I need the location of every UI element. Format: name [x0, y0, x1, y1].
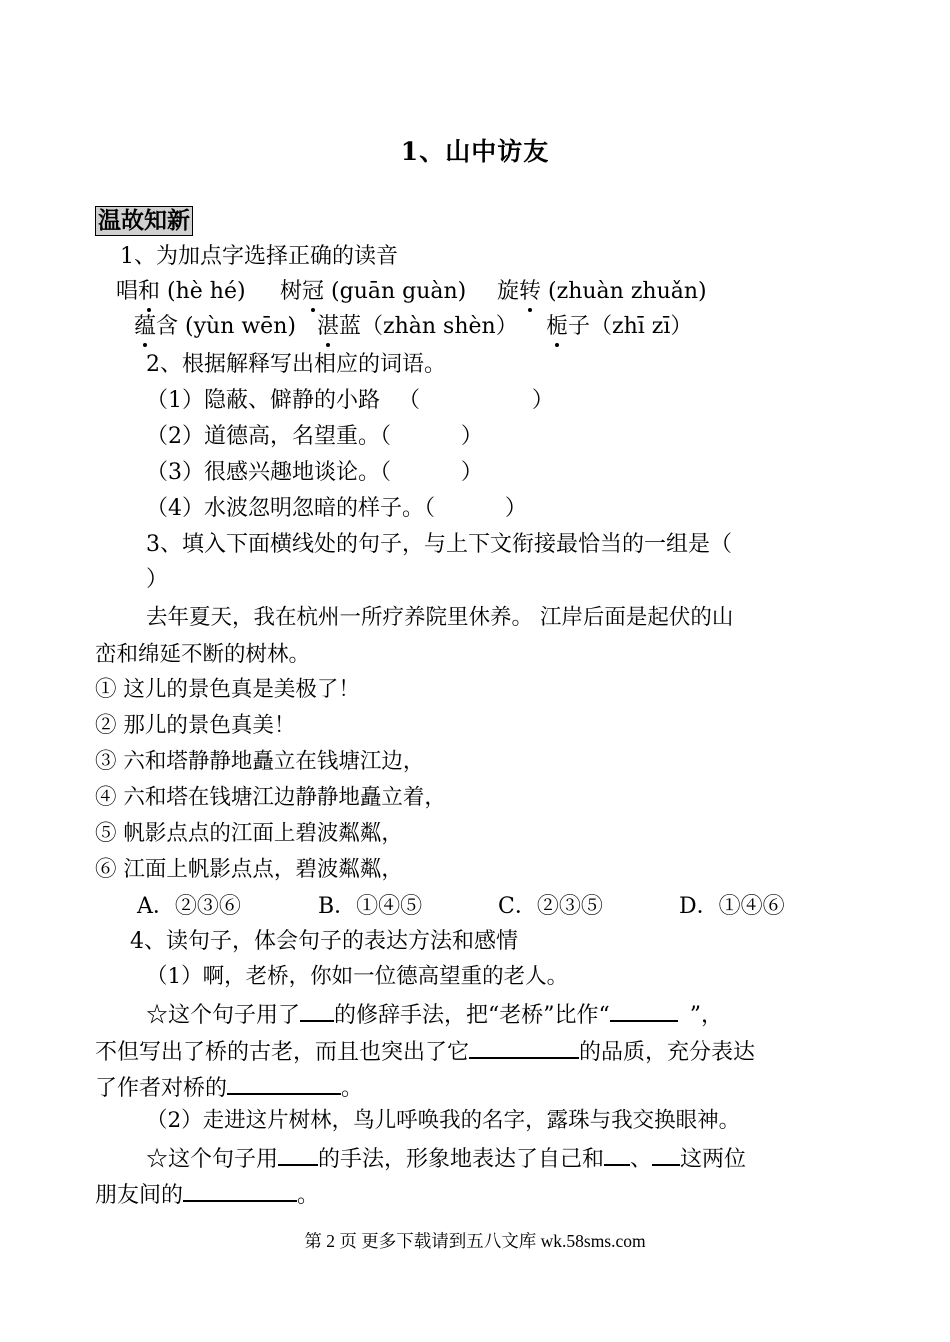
q3-heading-cont: ）	[146, 567, 169, 592]
q2-item-4: （4）水波忽明忽暗的样子。（ ）	[146, 496, 527, 521]
q1-word-4: 蕴含 (yùn wēn)	[134, 312, 296, 342]
q1-word-2: 树冠 (guān guàn)	[280, 277, 466, 307]
q2-item-2: （2）道德高，名望重。（ ）	[146, 424, 483, 449]
q4-heading: 4、读句子，体会句子的表达方法和感情	[130, 929, 518, 954]
q3-choice-c: C．②③⑤	[498, 894, 603, 919]
page-footer: 第 2 页 更多下载请到五八文库 wk.58sms.com	[304, 1231, 646, 1251]
dotted-char: 冠	[302, 277, 324, 307]
dotted-char: 栀	[546, 312, 568, 342]
q4-s1-line-2: 不但写出了桥的古老，而且也突出了它 的品质，充分表达	[95, 1035, 755, 1068]
dotted-char: 蕴	[134, 312, 156, 342]
q3-choice-b: B．①④⑤	[318, 894, 423, 919]
q3-option-3: ③ 六和塔静静地矗立在钱塘江边，	[95, 749, 425, 774]
q3-option-4: ④ 六和塔在钱塘江边静静地矗立着，	[95, 785, 446, 810]
page-title: 1、山中访友	[400, 137, 550, 166]
q4-s2-line-2: 朋友间的 。	[95, 1178, 319, 1211]
answer-blank	[469, 1035, 579, 1059]
dotted-char: 湛	[317, 312, 339, 342]
answer-blank	[652, 1142, 680, 1166]
q4-s2-line-1: ☆这个句子用 的手法，形象地表达了自己和 、 这两位	[146, 1142, 746, 1175]
q4-sentence-1: （1）啊，老桥，你如一位德高望重的老人。	[146, 964, 569, 989]
q4-s1-line-3: 了作者对桥的 。	[95, 1071, 363, 1104]
q1-word-5: 湛蓝（zhàn shèn）	[317, 312, 518, 342]
answer-blank	[610, 998, 678, 1022]
dotted-char: 转	[519, 277, 541, 307]
q1-word-1: 唱和 (hè hé)	[116, 277, 246, 307]
q4-sentence-2: （2）走进这片树林，鸟儿呼唤我的名字，露珠与我交换眼神。	[146, 1108, 741, 1133]
q3-passage-line-2: 峦和绵延不断的树林。	[95, 642, 311, 667]
q3-option-5: ⑤ 帆影点点的江面上碧波粼粼，	[95, 821, 403, 846]
q2-item-1: （1）隐蔽、僻静的小路 （ ）	[146, 388, 554, 413]
q2-item-3: （3）很感兴趣地谈论。（ ）	[146, 460, 483, 485]
answer-blank	[278, 1142, 318, 1166]
q3-option-2: ② 那儿的景色真美！	[95, 713, 296, 738]
q3-option-6: ⑥ 江面上帆影点点，碧波粼粼，	[95, 857, 403, 882]
dotted-char: 和	[138, 277, 160, 307]
q3-passage-line-1: 去年夏天，我在杭州一所疗养院里休养。 江岸后面是起伏的山	[146, 605, 734, 630]
q2-heading: 2、根据解释写出相应的词语。	[146, 352, 446, 377]
q1-word-6: 栀子（zhī zī）	[546, 312, 692, 342]
q1-word-3: 旋转 (zhuàn zhuǎn)	[497, 277, 707, 307]
section-heading: 温故知新	[95, 206, 193, 236]
q3-heading: 3、填入下面横线处的句子，与上下文衔接最恰当的一组是（	[146, 532, 732, 557]
answer-blank	[227, 1071, 341, 1095]
q3-choice-d: D．①④⑥	[679, 894, 785, 919]
q1-heading: 1、为加点字选择正确的读音	[120, 244, 398, 269]
answer-blank	[183, 1178, 297, 1202]
answer-blank	[604, 1142, 630, 1166]
answer-blank	[300, 998, 334, 1022]
q4-s1-line-1: ☆这个句子用了 的修辞手法，把“老桥”比作“ ”，	[146, 998, 723, 1031]
q3-option-1: ① 这儿的景色真是美极了！	[95, 677, 360, 702]
q3-choice-a: A．②③⑥	[137, 894, 241, 919]
